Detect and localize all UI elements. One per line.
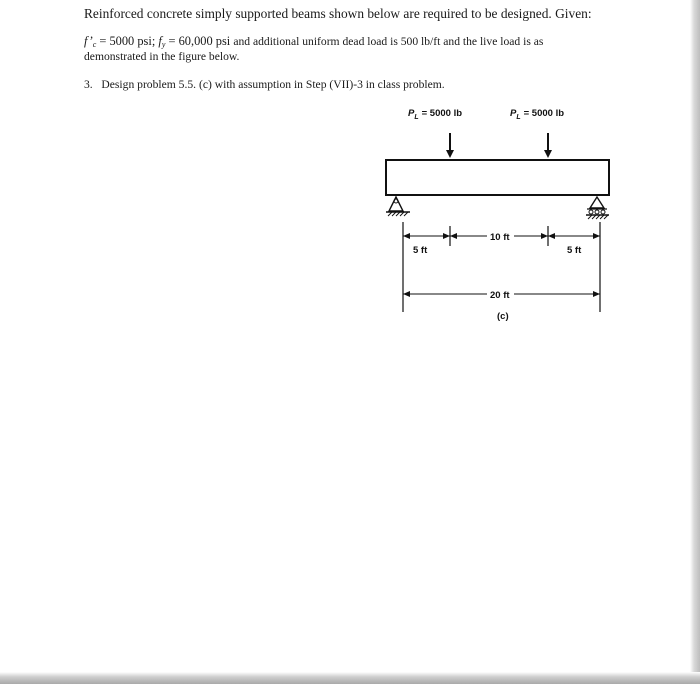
fc-symbol: f’ (84, 34, 93, 48)
left-pin-support (386, 197, 410, 216)
fy-value: = 60,000 psi (168, 34, 231, 48)
load-right-sub: L (516, 114, 521, 121)
dim-middle-label: 10 ft (490, 232, 510, 243)
right-roller-support (586, 197, 609, 219)
beam (386, 160, 609, 195)
load-left-label (408, 108, 462, 121)
load-left-value: = 5000 lb (421, 108, 463, 119)
dim-left-label: 5 ft (413, 245, 428, 256)
load-arrow-right (544, 133, 552, 158)
page-edge-shadow-right (690, 0, 700, 684)
given-rest-text: and additional uniform dead load is 500 lb/ft and the live load is as (233, 35, 544, 48)
fc-value: = 5000 psi; (99, 34, 156, 48)
load-right-label (510, 108, 564, 121)
load-left-sub: L (414, 114, 419, 121)
fy-subscript: y (161, 40, 166, 49)
dim-right-label: 5 ft (567, 245, 582, 256)
load-arrow-left (446, 133, 454, 158)
problem-number: 3. (84, 78, 93, 91)
load-right-symbol: P (510, 108, 517, 119)
dim-total-label: 20 ft (490, 290, 510, 301)
page-edge-shadow-bottom (0, 672, 700, 684)
given-line-two: demonstrated in the figure below. (84, 50, 240, 63)
figure-caption: (c) (497, 311, 509, 322)
load-right-value: = 5000 lb (523, 108, 565, 119)
problem-text: Design problem 5.5. (c) with assumption in Step (VII)-3 in class problem. (101, 78, 445, 91)
fc-subscript: c (92, 40, 97, 49)
load-left-symbol: P (408, 108, 415, 119)
fy-symbol: f (158, 34, 162, 48)
intro-text: Reinforced concrete simply supported beams shown below are required to be designed. Given: (84, 6, 592, 21)
